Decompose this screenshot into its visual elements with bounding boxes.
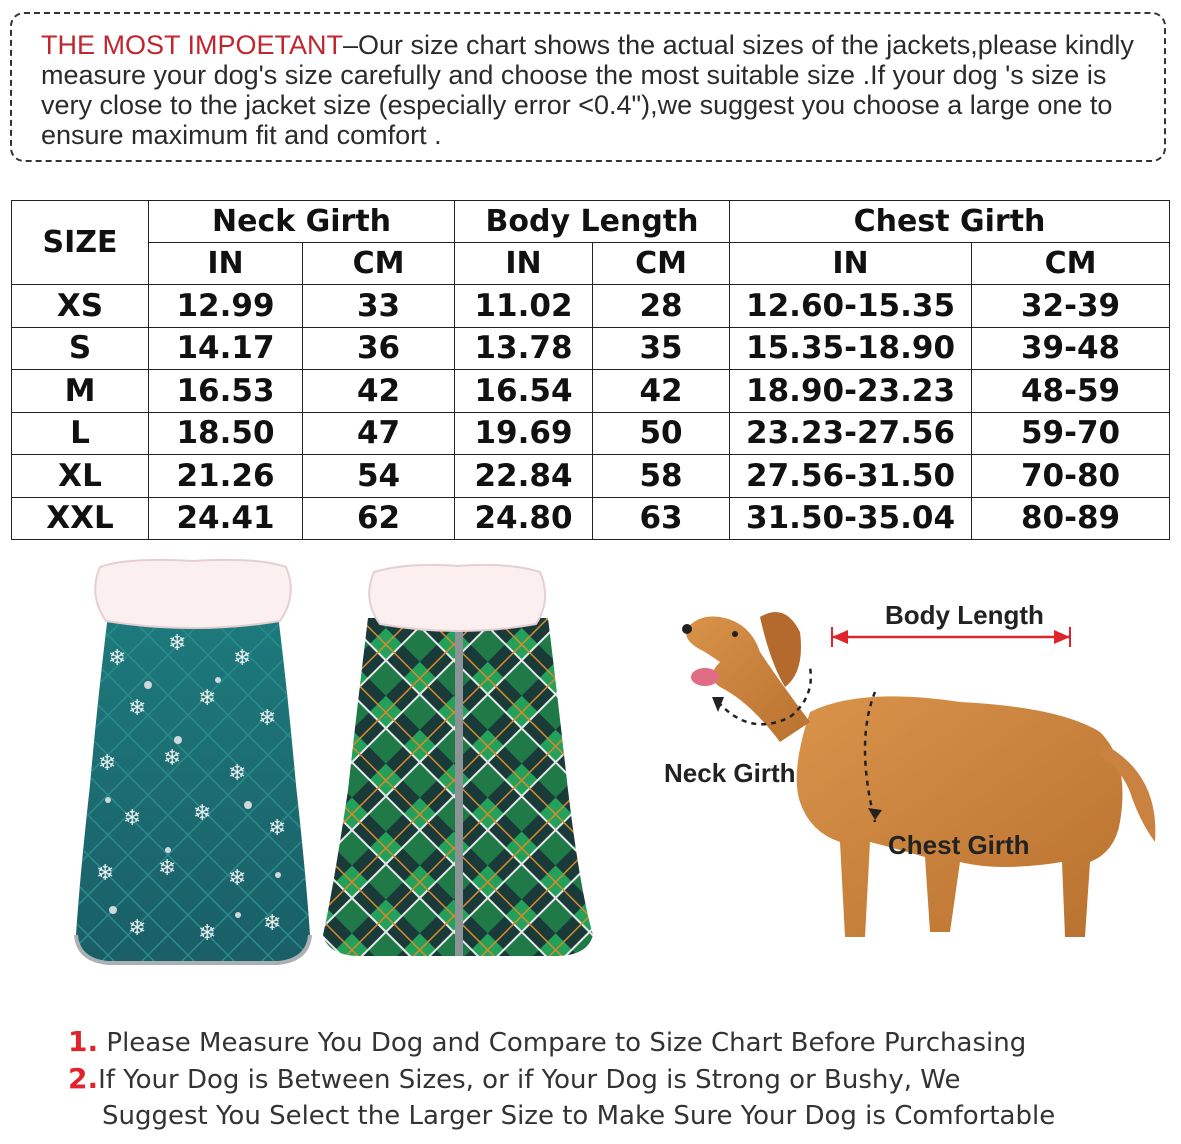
neck-girth-header: Neck Girth [149, 201, 455, 243]
note-number: 2. [68, 1062, 99, 1095]
note-text: Please Measure You Dog and Compare to Size Chart Before Purchasing [106, 1028, 1027, 1058]
size-cell: XS [12, 285, 149, 328]
measure-cell: 18.50 [149, 412, 303, 455]
dog-measurement-diagram [660, 592, 1170, 962]
measure-cell: 39-48 [972, 327, 1170, 370]
size-cell: S [12, 327, 149, 370]
svg-text:❄: ❄ [258, 706, 277, 731]
notice-highlight: THE MOST IMPOETANT [41, 30, 344, 60]
measure-cell: 15.35-18.90 [730, 327, 972, 370]
svg-text:❄: ❄ [96, 861, 115, 886]
measure-cell: 27.56-31.50 [730, 455, 972, 498]
svg-text:❄: ❄ [198, 921, 217, 946]
measure-cell: 42 [303, 370, 455, 413]
svg-text:❄: ❄ [193, 801, 212, 826]
svg-text:❄: ❄ [98, 751, 117, 776]
measure-cell: 63 [593, 497, 730, 540]
note-2-line-2: Suggest You Select the Larger Size to Make Sure Your Dog is Comfortable [102, 1101, 1056, 1131]
size-header: SIZE [12, 201, 149, 285]
svg-text:❄: ❄ [228, 866, 247, 891]
table-row [12, 412, 1170, 455]
svg-text:❄: ❄ [268, 816, 287, 841]
measure-cell: 80-89 [972, 497, 1170, 540]
chest-girth-label: Chest Girth [888, 830, 1030, 860]
svg-text:❄: ❄ [228, 761, 247, 786]
notes [68, 1024, 1158, 1134]
svg-text:❄: ❄ [163, 746, 182, 771]
measure-cell: 14.17 [149, 327, 303, 370]
unit-header: CM [972, 243, 1170, 285]
measure-cell: 70-80 [972, 455, 1170, 498]
size-rows [12, 285, 1170, 540]
svg-text:❄: ❄ [123, 806, 142, 831]
table-row [12, 285, 1170, 328]
table-row [12, 497, 1170, 540]
unit-header: CM [593, 243, 730, 285]
measure-cell: 12.60-15.35 [730, 285, 972, 328]
size-cell: L [12, 412, 149, 455]
measure-cell: 47 [303, 412, 455, 455]
unit-header: IN [149, 243, 303, 285]
svg-text:❄: ❄ [168, 631, 187, 656]
note-1 [68, 1024, 1158, 1061]
notice-box [10, 12, 1166, 162]
measure-cell: 23.23-27.56 [730, 412, 972, 455]
note-number: 1. [68, 1025, 99, 1058]
measure-cell: 13.78 [455, 327, 593, 370]
measure-cell: 16.53 [149, 370, 303, 413]
svg-text:❄: ❄ [198, 686, 217, 711]
measure-cell: 32-39 [972, 285, 1170, 328]
svg-text:❄: ❄ [158, 856, 177, 881]
svg-text:❄: ❄ [108, 646, 127, 671]
measure-cell: 24.80 [455, 497, 593, 540]
svg-text:❄: ❄ [233, 646, 252, 671]
size-cell: XXL [12, 497, 149, 540]
measure-cell: 50 [593, 412, 730, 455]
size-cell: XL [12, 455, 149, 498]
note-2 [68, 1061, 1158, 1098]
size-cell: M [12, 370, 149, 413]
measure-cell: 36 [303, 327, 455, 370]
measure-cell: 58 [593, 455, 730, 498]
table-row [12, 327, 1170, 370]
measure-cell: 21.26 [149, 455, 303, 498]
measure-cell: 11.02 [455, 285, 593, 328]
body-length-header: Body Length [455, 201, 730, 243]
measure-cell: 33 [303, 285, 455, 328]
svg-text:❄: ❄ [263, 911, 282, 936]
measure-cell: 28 [593, 285, 730, 328]
unit-header: IN [455, 243, 593, 285]
unit-header: IN [730, 243, 972, 285]
measure-cell: 54 [303, 455, 455, 498]
measure-cell: 24.41 [149, 497, 303, 540]
neck-girth-label: Neck Girth [664, 758, 796, 788]
svg-text:❄: ❄ [128, 696, 147, 721]
chest-girth-header: Chest Girth [730, 201, 1170, 243]
measure-cell: 22.84 [455, 455, 593, 498]
snowflake-coat-image [68, 555, 318, 970]
measure-cell: 16.54 [455, 370, 593, 413]
table-row [12, 370, 1170, 413]
measure-cell: 18.90-23.23 [730, 370, 972, 413]
measure-cell: 59-70 [972, 412, 1170, 455]
measure-cell: 12.99 [149, 285, 303, 328]
plaid-coat-image [318, 560, 598, 960]
measure-cell: 19.69 [455, 412, 593, 455]
table-row [12, 455, 1170, 498]
measure-cell: 42 [593, 370, 730, 413]
notice-text: –Our size chart shows the actual sizes of the jackets,please kindly measure your dog's size carefully and choose the most suitable size .If your dog 's size is very close to the jacket size (especially error <0.4"),we suggest you choose a large one to ensure maximum fit and comfort . [41, 30, 1134, 150]
note-text: If Your Dog is Between Sizes, or if Your Dog is Strong or Bushy, We [98, 1065, 961, 1095]
measure-cell: 48-59 [972, 370, 1170, 413]
size-chart-table [11, 200, 1170, 540]
measure-cell: 31.50-35.04 [730, 497, 972, 540]
svg-text:❄: ❄ [128, 916, 147, 941]
body-length-label: Body Length [885, 600, 1044, 630]
measure-cell: 35 [593, 327, 730, 370]
measure-cell: 62 [303, 497, 455, 540]
unit-header: CM [303, 243, 455, 285]
